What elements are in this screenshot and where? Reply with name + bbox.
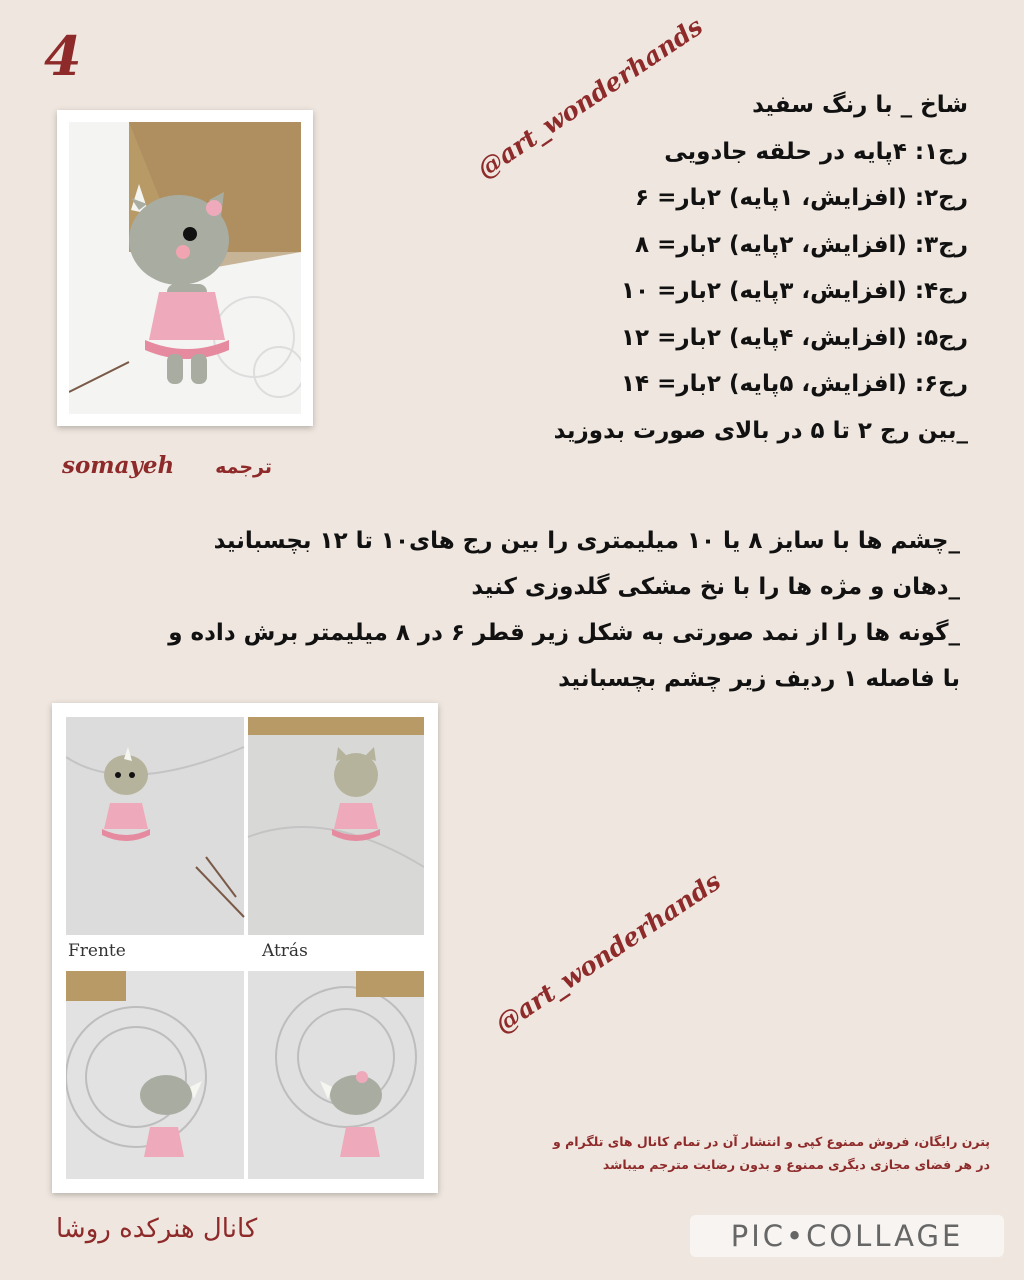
channel-name: کانال هنرکده روشا <box>56 1214 258 1244</box>
instruction-line: رج۴: (افزایش، ۳پایه) ۲بار= ۱۰ <box>621 278 968 304</box>
reference-photo-grid <box>66 717 424 1179</box>
copyright-line: پترن رایگان، فروش ممنوع کپی و انتشار آن در تمام کانال های تلگرام و <box>553 1134 990 1149</box>
note-line: با فاصله ۱ ردیف زیر چشم بچسبانید <box>558 666 960 692</box>
instruction-line: رج۵: (افزایش، ۴پایه) ۲بار= ۱۲ <box>621 324 968 351</box>
copyright-notice <box>470 1130 990 1176</box>
bottom-photo-frame <box>52 703 438 1193</box>
top-photo-frame <box>57 110 313 426</box>
horn-instructions <box>408 82 968 454</box>
instruction-line: شاخ _ با رنگ سفید <box>752 92 968 118</box>
assembly-notes <box>90 518 960 702</box>
note-line: _دهان و مژه ها را با نخ مشکی گلدوزی کنید <box>471 574 960 600</box>
page-number: 4 <box>44 24 82 88</box>
rhino-toy-photo <box>69 122 301 414</box>
front-photo-label: Frente <box>68 941 126 961</box>
instruction-line: رج۳: (افزایش، ۲پایه) ۲بار= ۸ <box>635 231 968 258</box>
note-line: _چشم ها با سایز ۸ یا ۱۰ میلیمتری را بین رج های۱۰ تا ۱۲ بچسبانید <box>213 528 960 554</box>
instruction-line: رج۶: (افزایش، ۵پایه) ۲بار= ۱۴ <box>621 371 968 397</box>
note-line: _گونه ها را از نمد صورتی به شکل زیر قطر ۶ در ۸ میلیمتر برش داده و <box>168 620 960 646</box>
instruction-line: رج۱: ۴پایه در حلقه جادویی <box>664 138 968 165</box>
translator-label: ترجمه <box>215 456 272 478</box>
copyright-line: در هر فضای مجازی دیگری ممنوع و بدون رضایت مترجم میباشد <box>602 1157 990 1172</box>
translator-name: somayeh <box>62 452 175 479</box>
back-photo-label: Atrás <box>262 941 308 961</box>
instruction-line: _بین رج ۲ تا ۵ در بالای صورت بدوزید <box>553 417 968 444</box>
translator-credit <box>62 452 272 479</box>
watermark-top: @art_wonderhands <box>471 11 709 184</box>
watermark-bottom: @art_wonderhands <box>489 866 727 1039</box>
pic-collage-badge: PIC•COLLAGE <box>690 1215 1004 1257</box>
instruction-line: رج۲: (افزایش، ۱پایه) ۲بار= ۶ <box>635 185 968 211</box>
